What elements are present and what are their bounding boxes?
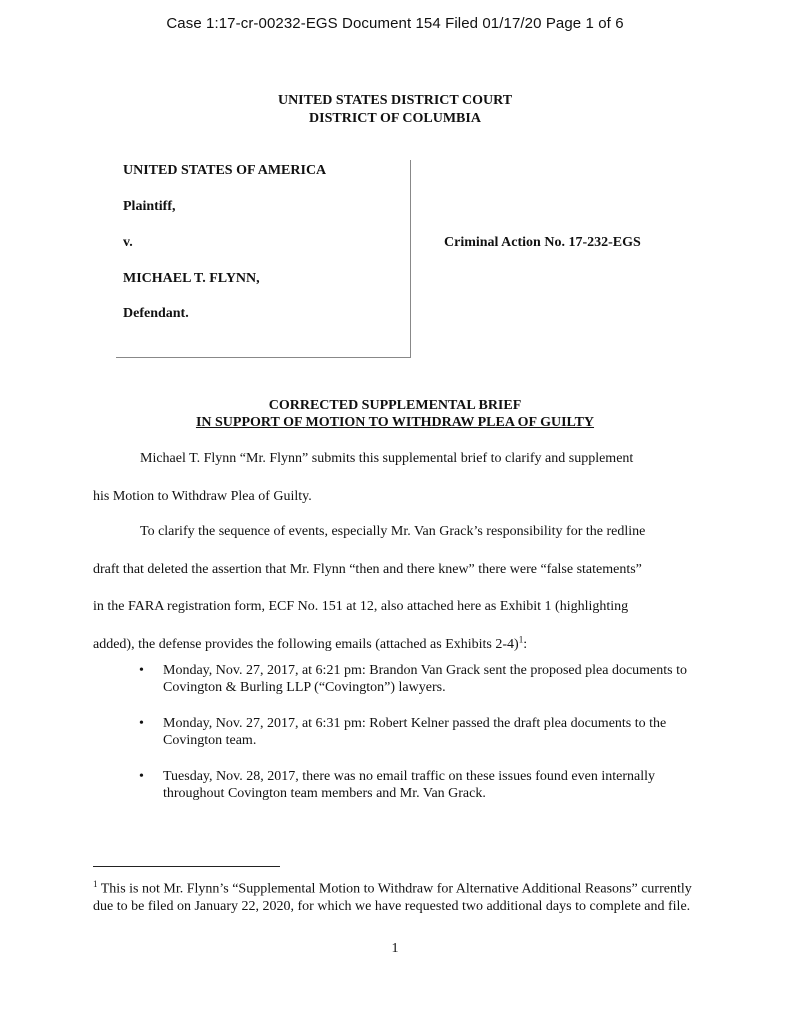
paragraph-line: Michael T. Flynn “Mr. Flynn” submits this supplemental brief to clarify and supplement bbox=[140, 451, 634, 466]
court-district: DISTRICT OF COLUMBIA bbox=[309, 111, 481, 126]
list-item bbox=[139, 768, 699, 802]
bullet-icon: • bbox=[139, 663, 144, 678]
paragraph-line-last bbox=[93, 626, 699, 664]
paragraph-intro bbox=[93, 440, 699, 515]
email-timeline-list bbox=[139, 662, 699, 821]
court-heading bbox=[0, 92, 790, 128]
criminal-action-number: Criminal Action No. 17-232-EGS bbox=[444, 235, 641, 250]
paragraph-line: in the FARA registration form, ECF No. 151 at 12, also attached here as Exhibit 1 (highlighting bbox=[93, 599, 629, 614]
list-item bbox=[139, 662, 699, 696]
footnote-marker: 1 bbox=[93, 879, 98, 889]
footnote-reference[interactable]: 1 bbox=[518, 633, 524, 644]
list-item-text: Monday, Nov. 27, 2017, at 6:31 pm: Robert Kelner passed the draft plea documents to the Covington team. bbox=[163, 716, 667, 748]
bullet-icon: • bbox=[139, 716, 144, 731]
paragraph-line: draft that deleted the assertion that Mr. Flynn “then and there knew” there were “false statements” bbox=[93, 561, 642, 577]
brief-title-line1: CORRECTED SUPPLEMENTAL BRIEF bbox=[268, 398, 522, 413]
list-item-text: Tuesday, Nov. 28, 2017, there was no email traffic on these issues found even internally throughout Covington team members and Mr. Van Grack. bbox=[163, 769, 655, 801]
footnote bbox=[93, 876, 701, 915]
footnote-text: This is not Mr. Flynn’s “Supplemental Motion to Withdraw for Alternative Additional Reasons” currently due to be filed on January 22, 2020, for which we have requested two additional days to complete and file. bbox=[93, 881, 692, 914]
bullet-icon: • bbox=[139, 769, 144, 784]
brief-title-line2: IN SUPPORT OF MOTION TO WITHDRAW PLEA OF GUILTY bbox=[195, 415, 595, 430]
page-number: 1 bbox=[391, 941, 399, 956]
paragraph-line-text: added), the defense provides the following emails (attached as Exhibits 2-4) bbox=[93, 636, 519, 652]
paragraph-line: his Motion to Withdraw Plea of Guilty. bbox=[93, 488, 312, 504]
footnote-divider bbox=[93, 866, 280, 867]
defendant-role: Defendant. bbox=[123, 306, 189, 321]
case-caption-box bbox=[116, 160, 411, 358]
paragraph-line: To clarify the sequence of events, especially Mr. Van Grack’s responsibility for the redline bbox=[140, 524, 646, 539]
brief-title bbox=[0, 397, 790, 431]
list-item-text: Monday, Nov. 27, 2017, at 6:21 pm: Brandon Van Grack sent the proposed plea documents to Covington & Burling LLP (“Covington”) lawyers. bbox=[163, 663, 688, 695]
versus: v. bbox=[123, 235, 133, 250]
plaintiff-role: Plaintiff, bbox=[123, 199, 176, 214]
court-name: UNITED STATES DISTRICT COURT bbox=[277, 93, 513, 108]
plaintiff-name: UNITED STATES OF AMERICA bbox=[123, 163, 327, 178]
defendant-name: MICHAEL T. FLYNN, bbox=[123, 271, 260, 286]
paragraph-clarify bbox=[93, 513, 699, 663]
list-item bbox=[139, 715, 699, 749]
case-header-stamp: Case 1:17-cr-00232-EGS Document 154 Filed 01/17/20 Page 1 of 6 bbox=[166, 15, 624, 32]
paragraph-line-end: : bbox=[523, 636, 528, 652]
